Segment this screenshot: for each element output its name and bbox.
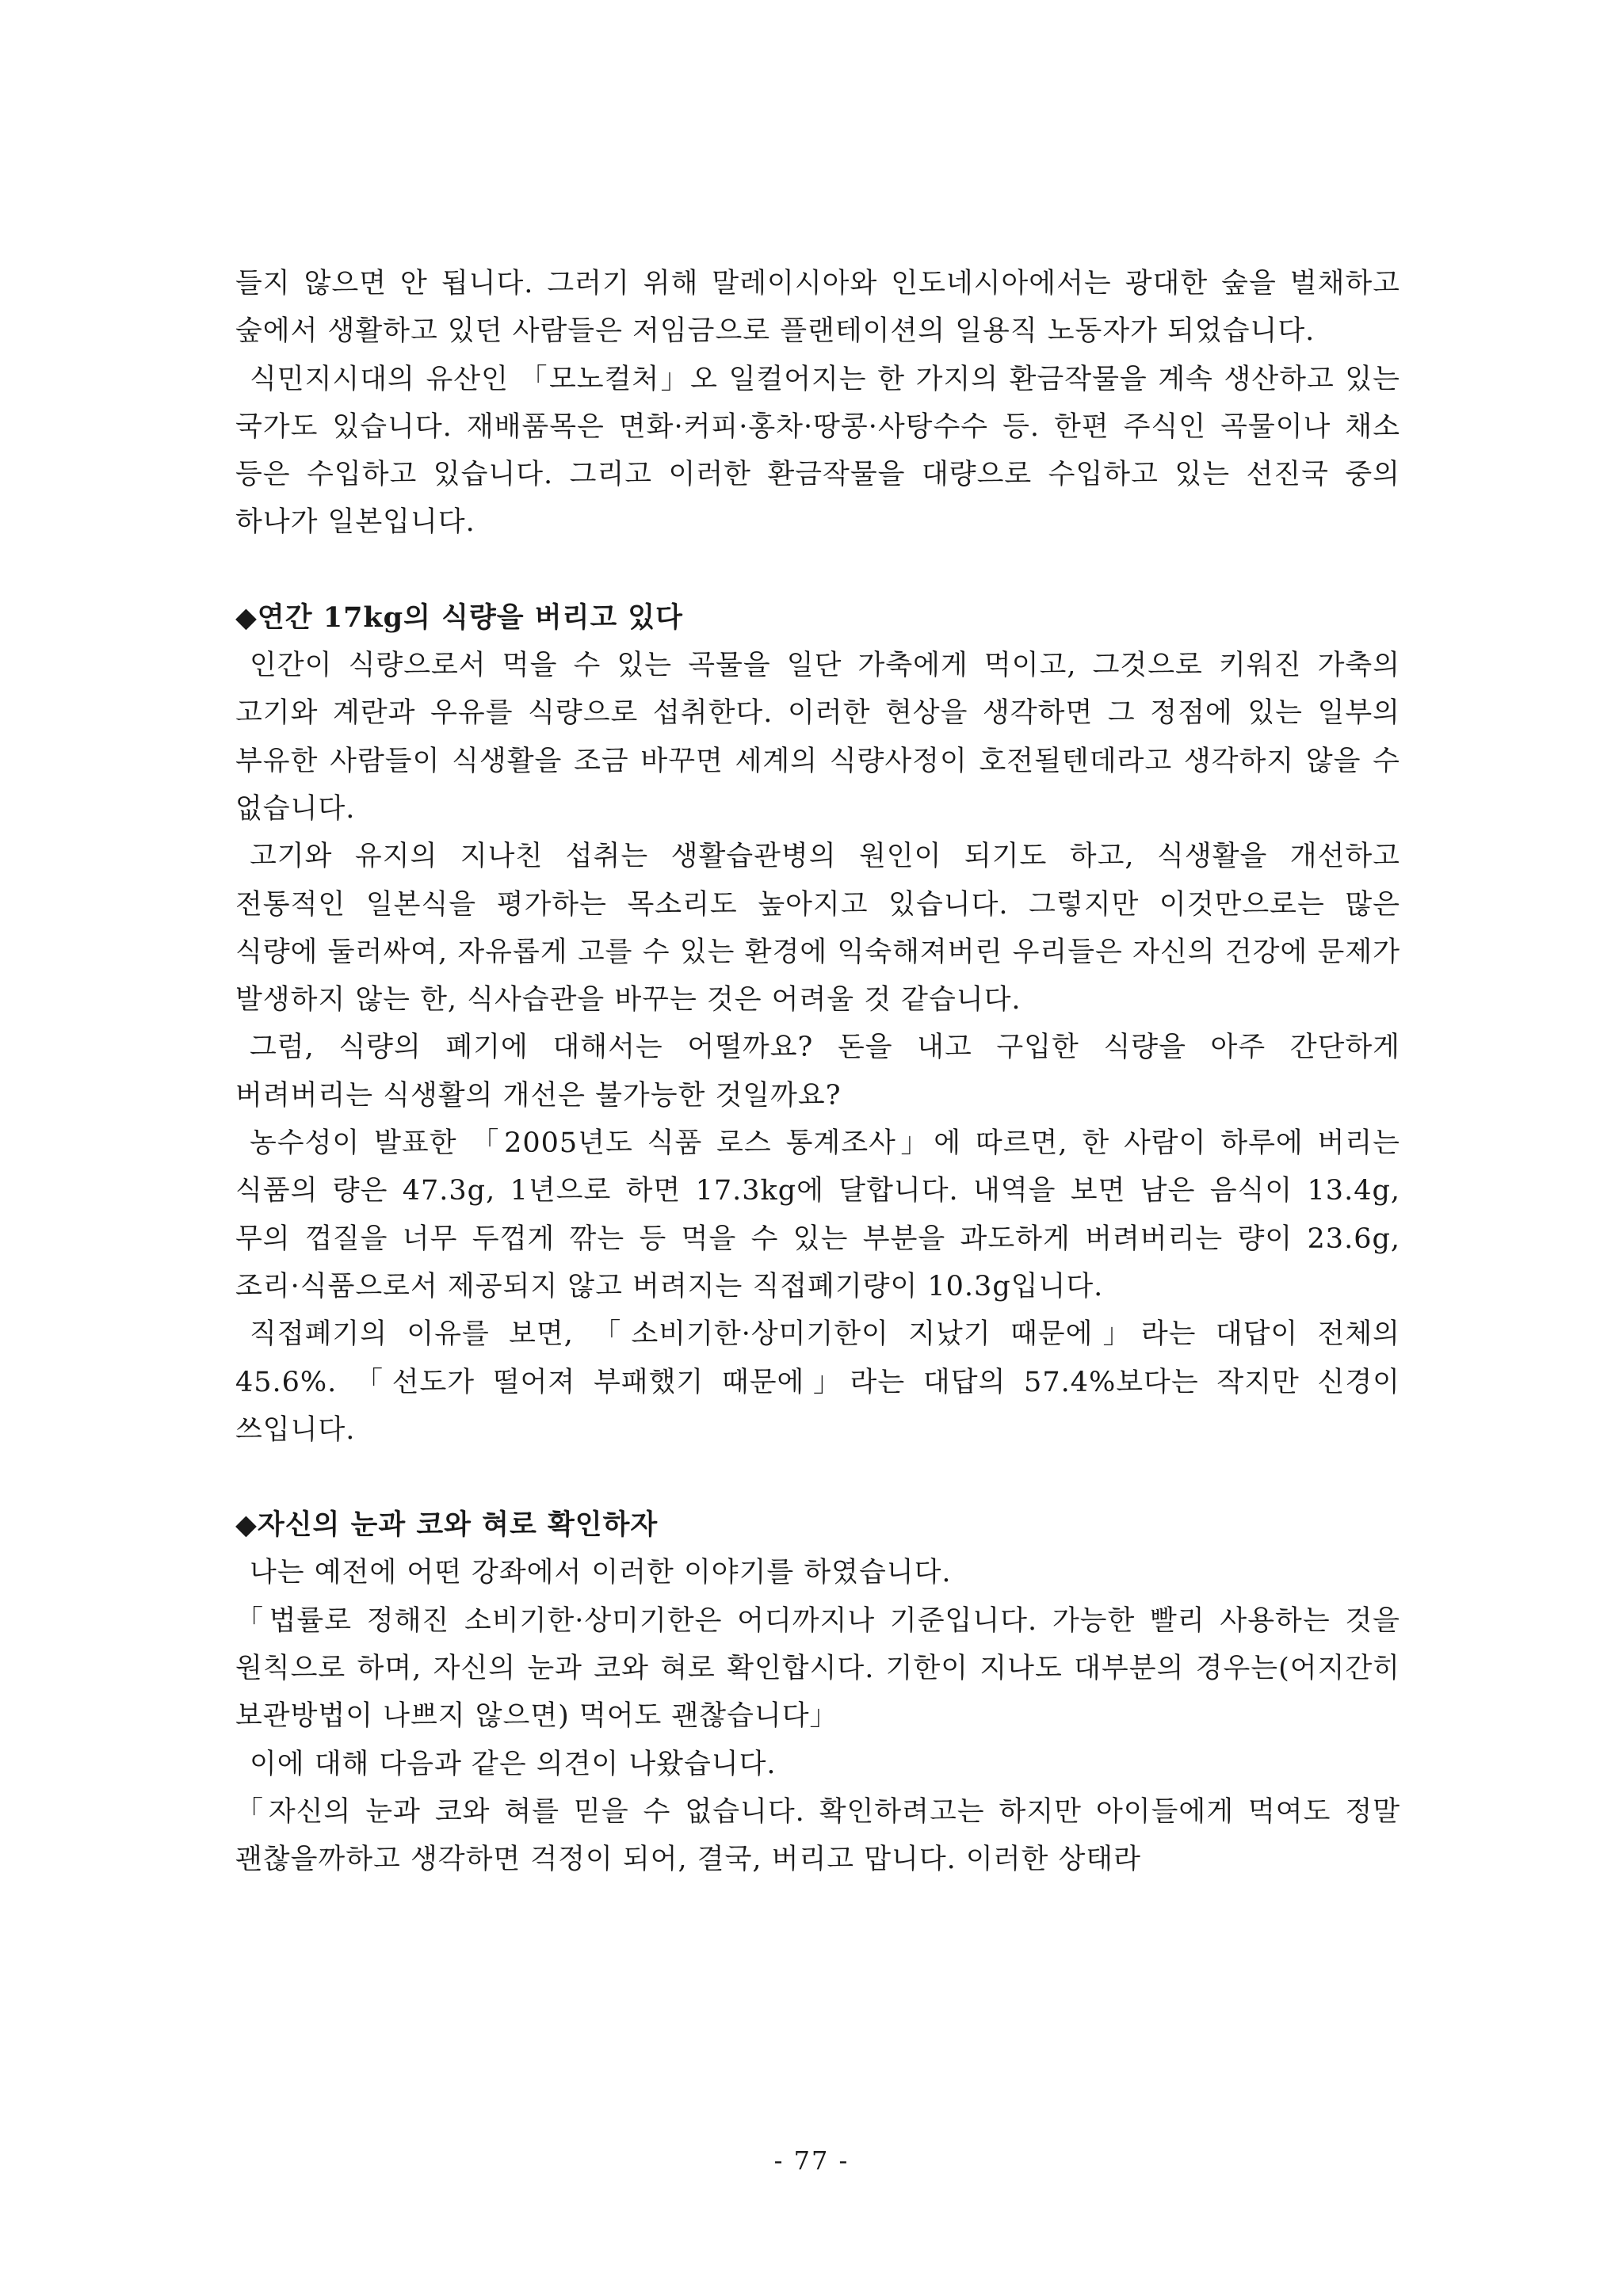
page-body (235, 260, 1400, 1884)
paragraph-food-waste-4: 농수성이 발표한 「2005년도 식품 로스 통계조사」에 따르면, 한 사람이 하루에 버리는 식품의 량은 47.3g, 1년으로 하면 17.3kg에 달합니다. 내역을 보면 남은 음식이 13.4g, 무의 껍질을 너무 두껍게 깎는 등 먹을 수 있는 부분을 과도하게 버려버리는 량이 23.6g, 조리·식품으로서 제공되지 않고 버려지는 직접폐기량이 10.3g입니다. (235, 1127, 1400, 1302)
paragraph-intro-2: 식민지시대의 유산인 「모노컬처」오 일컬어지는 한 가지의 환금작물을 계속 생산하고 있는 국가도 있습니다. 재배품목은 면화·커피·홍차·땅콩·사탕수수 등. 한편 주식인 곡물이나 채소 등은 수입하고 있습니다. 그리고 이러한 환금작물을 대량으로 수입하고 있는 선진국 중의 하나가 일본입니다. (235, 363, 1400, 539)
paragraph-self-check-quote-2: 「자신의 눈과 코와 혀를 믿을 수 없습니다. 확인하려고는 하지만 아이들에게 먹여도 정말 괜찮을까하고 생각하면 걱정이 되어, 결국, 버리고 맙니다. 이러한 상태라 (235, 1795, 1400, 1876)
paragraph-food-waste-5: 직접폐기의 이유를 보면, 「소비기한·상미기한이 지났기 때문에」라는 대답이 전체의 45.6%. 「선도가 떨어져 부패했기 때문에」라는 대답의 57.4%보다는 작지만 신경이 쓰입니다. (235, 1318, 1400, 1446)
section-spacer (235, 547, 1400, 594)
page-number: - 77 - (773, 2145, 850, 2176)
paragraph-self-check-quote-1: 「법률로 정해진 소비기한·상미기한은 어디까지나 기준입니다. 가능한 빨리 사용하는 것을 원칙으로 하며, 자신의 눈과 코와 혀로 확인합시다. 기한이 지나도 대부분의 경우는(어지간히 보관방법이 나쁘지 않으면) 먹어도 괜찮습니다」 (235, 1604, 1400, 1733)
paragraph-self-check-1: 나는 예전에 어떤 강좌에서 이러한 이야기를 하였습니다. (250, 1557, 952, 1589)
section-spacer (235, 1454, 1400, 1501)
section-food-waste (235, 594, 1400, 1454)
section-self-check (235, 1501, 1400, 1883)
section-heading-food-waste: ◆연간 17kg의 식량을 버리고 있다 (235, 601, 683, 634)
paragraph-intro-1: 들지 않으면 안 됩니다. 그러기 위해 말레이시아와 인도네시아에서는 광대한 숲을 벌채하고 숲에서 생활하고 있던 사람들은 저임금으로 플랜테이션의 일용직 노동자가 되었습니다. (235, 268, 1400, 348)
paragraph-food-waste-1: 인간이 식량으로서 먹을 수 있는 곡물을 일단 가축에게 먹이고, 그것으로 키워진 가축의 고기와 계란과 우유를 식량으로 섭취한다. 이러한 현상을 생각하면 그 정점에 있는 일부의 부유한 사람들이 식생활을 조금 바꾸면 세계의 식량사정이 호전될텐데라고 생각하지 않을 수 없습니다. (235, 650, 1400, 825)
paragraph-food-waste-3: 그럼, 식량의 폐기에 대해서는 어떨까요? 돈을 내고 구입한 식량을 아주 간단하게 버려버리는 식생활의 개선은 불가능한 것일까요? (235, 1032, 1400, 1112)
paragraph-food-waste-2: 고기와 유지의 지나친 섭취는 생활습관병의 원인이 되기도 하고, 식생활을 개선하고 전통적인 일본식을 평가하는 목소리도 높아지고 있습니다. 그렇지만 이것만으로는 많은 식량에 둘러싸여, 자유롭게 고를 수 있는 환경에 익숙해져버린 우리들은 자신의 건강에 문제가 발생하지 않는 한, 식사습관을 바꾸는 것은 어려울 것 같습니다. (235, 841, 1400, 1016)
section-heading-self-check: ◆자신의 눈과 코와 혀로 확인하자 (235, 1508, 659, 1542)
paragraph-self-check-2: 이에 대해 다음과 같은 의견이 나왔습니다. (250, 1748, 777, 1780)
